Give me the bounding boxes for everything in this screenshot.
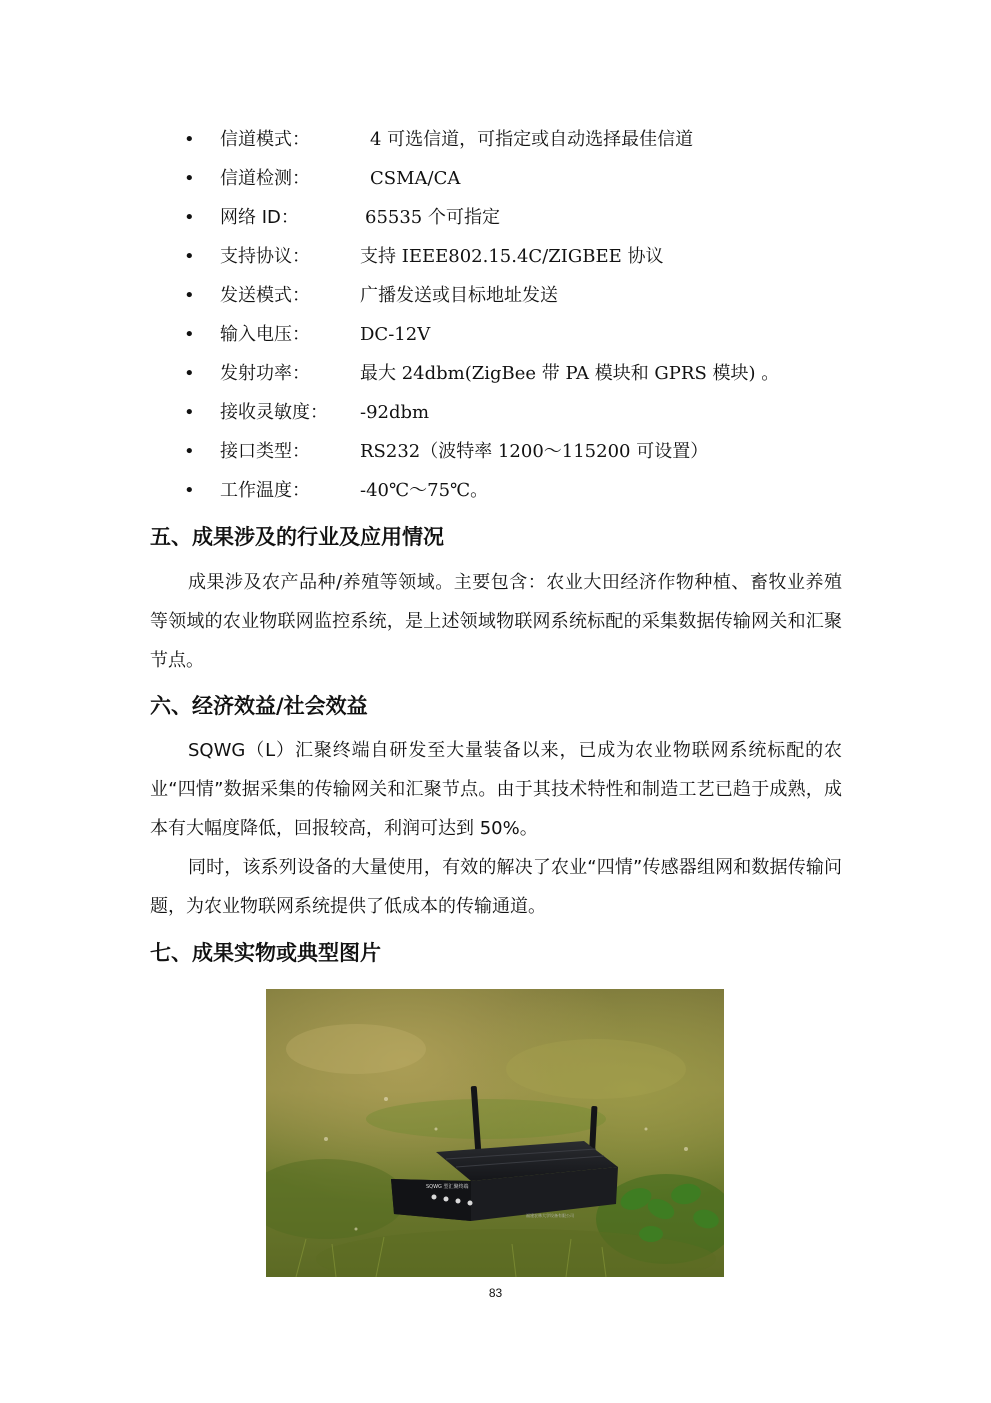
spec-label: 发送模式：	[220, 285, 310, 306]
spec-value: 广播发送或目标地址发送	[360, 285, 558, 306]
spec-value: 65535 个可指定	[365, 207, 500, 228]
spec-label: 发射功率：	[220, 363, 310, 384]
section-heading: 六、经济效益/社会效益	[150, 694, 368, 718]
spec-value: -92dbm	[360, 402, 430, 423]
spec-value: -40℃～75℃。	[360, 480, 489, 501]
bullet-icon: •	[184, 285, 195, 306]
spec-label: 网络 ID：	[220, 207, 299, 228]
spec-item	[0, 393, 991, 432]
spec-value: 支持 IEEE802.15.4C/ZIGBEE 协议	[360, 246, 664, 267]
spec-label: 接口类型：	[220, 441, 310, 462]
spec-label: 信道模式：	[220, 129, 310, 150]
spec-item	[0, 471, 991, 510]
spec-value: RS232（波特率 1200～115200 可设置）	[360, 441, 709, 462]
section-paragraph: SQWG（L）汇聚终端自研发至大量装备以来，已成为农业物联网系统标配的农业“四情”数据采集的传输网关和汇聚节点。由于其技术特性和制造工艺已趋于成熟，成本有大幅度降低，回报较高，利润可达到 50%。	[150, 740, 842, 839]
bullet-icon: •	[184, 363, 195, 384]
bullet-icon: •	[184, 168, 195, 189]
device-photo	[266, 989, 724, 1277]
spec-label: 信道检测：	[220, 168, 310, 189]
bullet-icon: •	[184, 402, 195, 423]
spec-item	[0, 159, 991, 198]
spec-item	[0, 354, 991, 393]
spec-item	[0, 237, 991, 276]
bullet-icon: •	[184, 129, 195, 150]
spec-label: 工作温度：	[220, 480, 310, 501]
spec-label: 输入电压：	[220, 324, 310, 345]
device-label: SQWG 型汇聚终端	[426, 1184, 469, 1190]
spec-item	[0, 120, 991, 159]
section-heading: 七、成果实物或典型图片	[150, 941, 381, 965]
spec-item	[0, 315, 991, 354]
spec-value: 4 可选信道，可指定或自动选择最佳信道	[370, 129, 694, 150]
section-paragraph: 同时，该系列设备的大量使用，有效的解决了农业“四情”传感器组网和数据传输问题，为农业物联网系统提供了低成本的传输通道。	[150, 857, 842, 917]
bullet-icon: •	[184, 480, 195, 501]
section-heading: 五、成果涉及的行业及应用情况	[150, 525, 444, 549]
bullet-icon: •	[184, 246, 195, 267]
spec-item	[0, 432, 991, 471]
spec-label: 支持协议：	[220, 246, 310, 267]
bullet-icon: •	[184, 324, 195, 345]
spec-item	[0, 276, 991, 315]
spec-label: 接收灵敏度：	[220, 402, 328, 423]
page-number: 83	[488, 1286, 503, 1300]
spec-value: 最大 24dbm(ZigBee 带 PA 模块和 GPRS 模块) 。	[360, 363, 780, 384]
device-maker: 福建农林大学设备有限公司	[526, 1213, 574, 1218]
section-paragraph: 成果涉及农产品种/养殖等领域。主要包含：农业大田经济作物种植、畜牧业养殖等领域的农业物联网监控系统，是上述领域物联网系统标配的采集数据传输网关和汇聚节点。	[150, 572, 842, 671]
bullet-icon: •	[184, 441, 195, 462]
spec-item	[0, 198, 991, 237]
bullet-icon: •	[184, 207, 195, 228]
spec-value: DC-12V	[360, 324, 431, 345]
spec-value: CSMA/CA	[370, 168, 461, 189]
